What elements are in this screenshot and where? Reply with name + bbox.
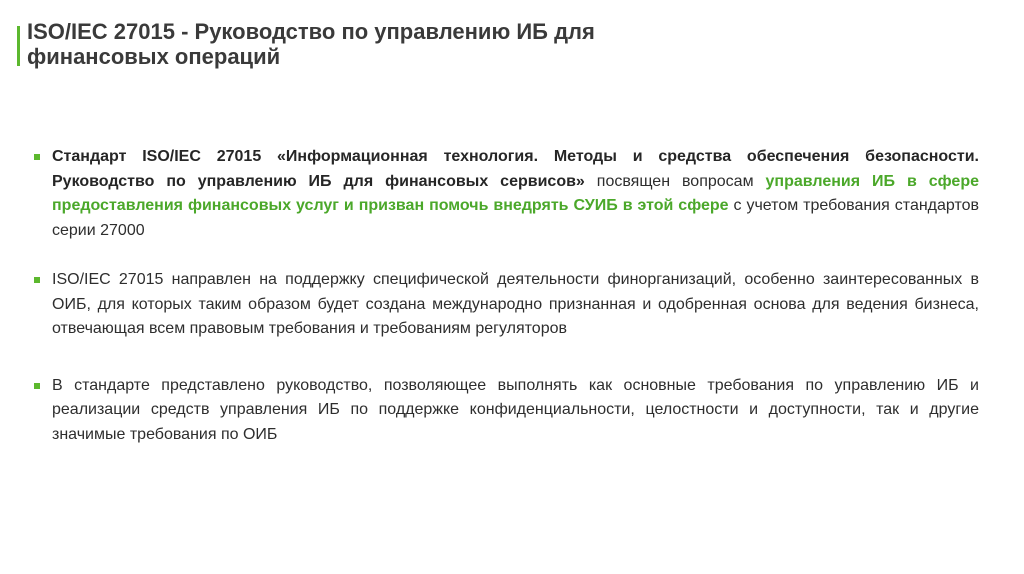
bullet-item-guidance	[34, 374, 979, 448]
bullet-list	[34, 145, 979, 479]
slide-title: ISO/IEC 27015 - Руководство по управлению ИБ для финансовых операций	[27, 19, 595, 69]
bullet-square-icon	[34, 277, 40, 283]
bullet-item-standard-description	[34, 145, 979, 243]
bullet-square-icon	[34, 383, 40, 389]
highlighted-text: управления ИБ в сфере предоставления финансовых услуг и призван помочь внедрять СУИБ в этой сфере	[52, 172, 979, 214]
bullet-text: ISO/IEC 27015 направлен на поддержку специфической деятельности финорганизаций, особенно заинтересованных в ОИБ, для которых таким образом будет создана международно признанная и одобренная основа для ведения бизнеса, отвечающая всем правовым требования и требованиям регуляторов	[52, 271, 979, 337]
plain-text: с учетом требования стандартов серии 27000	[52, 197, 979, 239]
bullet-item-purpose	[34, 268, 979, 342]
plain-text: посвящен вопросам	[584, 172, 766, 190]
bullet-square-icon	[34, 154, 40, 160]
standard-title-text: Стандарт ISO/IEC 27015 «Информационная технология. Методы и средства обеспечения безопасности. Руководство по управлению ИБ для финансовых сервисов»	[52, 148, 979, 190]
title-accent-bar	[17, 26, 20, 66]
bullet-text: В стандарте представлено руководство, позволяющее выполнять как основные требования по управлению ИБ и реализации средств управления ИБ по поддержке конфиденциальности, целостности и доступности, так и другие значимые требования по ОИБ	[52, 376, 979, 443]
